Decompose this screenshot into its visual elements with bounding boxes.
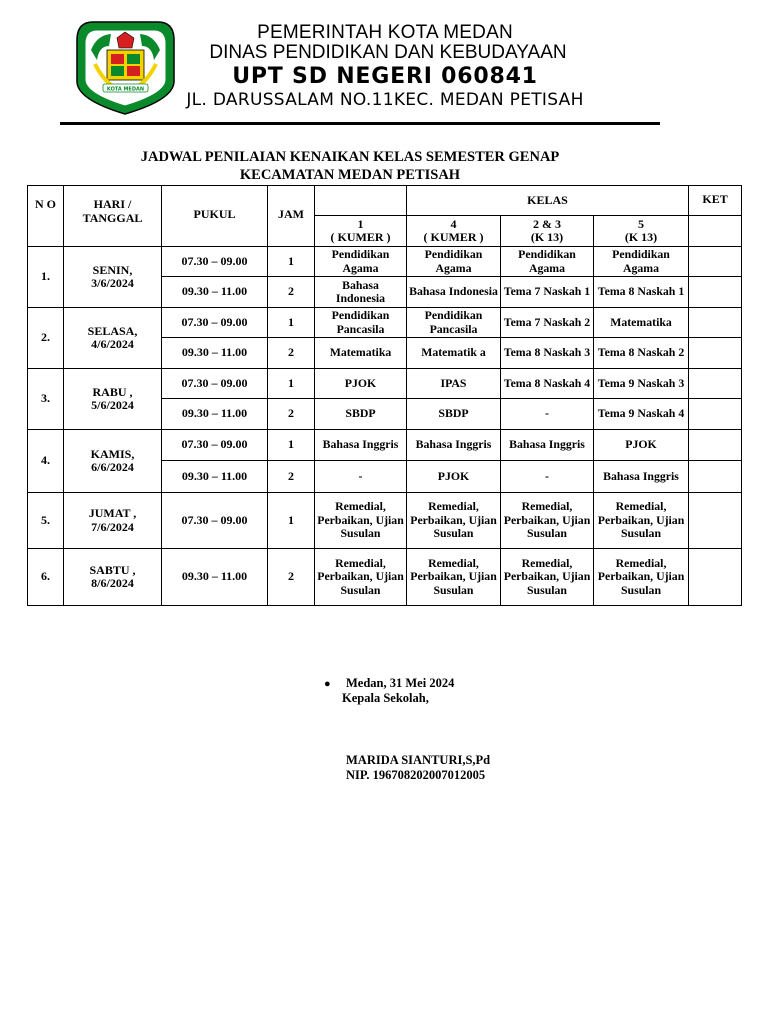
- exam-schedule-table: [27, 185, 742, 606]
- subject-cell: PJOK: [407, 461, 501, 493]
- subject-cell: Bahasa Indonesia: [315, 277, 407, 308]
- subject-cell: Pendidikan Agama: [315, 247, 407, 277]
- subject-cell: IPAS: [407, 369, 501, 399]
- day-name: RABU ,: [92, 384, 133, 399]
- header-class-4: 4 ( KUMER ): [407, 216, 501, 247]
- day-name: SENIN,: [92, 262, 133, 277]
- header-ket: KET: [689, 186, 742, 216]
- jam-cell: 1: [268, 308, 315, 338]
- subject-cell: -: [315, 461, 407, 493]
- jam-cell: 1: [268, 430, 315, 461]
- header-pukul: PUKUL: [162, 186, 268, 247]
- row-number: 4.: [28, 430, 64, 493]
- day-name: JUMAT ,: [88, 506, 137, 520]
- header-no: N O: [28, 186, 64, 247]
- day-name: SELASA,: [87, 323, 138, 338]
- table-row: [28, 369, 742, 399]
- time-cell: 07.30 – 09.00: [162, 493, 268, 549]
- day-date-cell: [64, 549, 162, 606]
- row-number: 2.: [28, 308, 64, 369]
- ket-cell: [689, 369, 742, 399]
- jam-cell: 2: [268, 461, 315, 493]
- subject-cell: Tema 8 Naskah 2: [594, 338, 689, 369]
- subject-cell: -: [501, 399, 594, 430]
- day-name: KAMIS,: [90, 446, 135, 461]
- header-class-2-3: 2 & 3 (K 13): [501, 216, 594, 247]
- subject-cell: Tema 8 Naskah 1: [594, 277, 689, 308]
- time-cell: 09.30 – 11.00: [162, 338, 268, 369]
- subject-cell: Pendidikan Agama: [407, 247, 501, 277]
- time-cell: 07.30 – 09.00: [162, 430, 268, 461]
- kop-government: PEMERINTAH KOTA MEDAN: [257, 22, 513, 43]
- signature-name: MARIDA SIANTURI,S,Pd: [346, 753, 491, 767]
- day-date-cell: [64, 369, 162, 430]
- kop-school-name: UPT SD NEGERI 060841: [232, 64, 538, 89]
- signature-position: Kepala Sekolah,: [342, 691, 429, 705]
- day-date-cell: [64, 247, 162, 308]
- table-row: [28, 247, 742, 277]
- ket-cell: [689, 338, 742, 369]
- jam-cell: 2: [268, 338, 315, 369]
- table-row: [28, 430, 742, 461]
- time-cell: 09.30 – 11.00: [162, 549, 268, 606]
- kop-department: DINAS PENDIDIKAN DAN KEBUDAYAAN: [209, 42, 567, 63]
- ket-cell: [689, 277, 742, 308]
- header-kelas: KELAS: [407, 186, 689, 216]
- ket-cell: [689, 549, 742, 606]
- table-row: [28, 308, 742, 338]
- ket-cell: [689, 493, 742, 549]
- title-line-2: KECAMATAN MEDAN PETISAH: [239, 167, 461, 183]
- subject-cell: Bahasa Inggris: [594, 461, 689, 493]
- ket-cell: [689, 430, 742, 461]
- day-date: 7/6/2024: [91, 519, 134, 534]
- time-cell: 09.30 – 11.00: [162, 277, 268, 308]
- header-class-1: 1 ( KUMER ): [315, 216, 407, 247]
- subject-cell: Tema 9 Naskah 4: [594, 399, 689, 430]
- ket-cell: [689, 247, 742, 277]
- header-class-5: 5 (K 13): [594, 216, 689, 247]
- subject-cell: -: [501, 461, 594, 493]
- header-jam: JAM: [268, 186, 315, 247]
- subject-cell: Bahasa Indonesia: [407, 277, 501, 308]
- day-date-cell: [64, 430, 162, 493]
- bullet-icon: ●: [324, 678, 331, 690]
- subject-cell: Pendidikan Pancasila: [315, 308, 407, 338]
- day-date: 5/6/2024: [91, 398, 134, 412]
- signature-place-date: Medan, 31 Mei 2024: [346, 676, 455, 690]
- subject-cell: Remedial, Perbaikan, Ujian Susulan: [594, 549, 689, 606]
- day-date-cell: [64, 308, 162, 369]
- day-date: 8/6/2024: [91, 576, 134, 590]
- table-row: [28, 549, 742, 606]
- row-number: 3.: [28, 369, 64, 430]
- ket-cell: [689, 399, 742, 430]
- signature-nip: NIP. 196708202007012005: [346, 768, 486, 782]
- subject-cell: Matematika: [315, 338, 407, 369]
- jam-cell: 2: [268, 549, 315, 606]
- subject-cell: Tema 8 Naskah 4: [501, 369, 594, 399]
- subject-cell: Bahasa Inggris: [315, 430, 407, 461]
- subject-cell: Pendidikan Agama: [594, 247, 689, 277]
- ket-cell: [689, 461, 742, 493]
- day-date: 6/6/2024: [91, 460, 134, 474]
- kop-address: JL. DARUSSALAM NO.11KEC. MEDAN PETISAH: [186, 90, 584, 110]
- time-cell: 09.30 – 11.00: [162, 399, 268, 430]
- table-row: [28, 493, 742, 549]
- subject-cell: Matematik a: [407, 338, 501, 369]
- subject-cell: Remedial, Perbaikan, Ujian Susulan: [315, 549, 407, 606]
- header-kelas-blank: [315, 186, 407, 216]
- subject-cell: Tema 8 Naskah 3: [501, 338, 594, 369]
- subject-cell: Bahasa Inggris: [407, 430, 501, 461]
- ket-cell: [689, 308, 742, 338]
- logo-text: KOTA MEDAN: [106, 86, 145, 93]
- day-name: SABTU ,: [89, 562, 136, 577]
- time-cell: 07.30 – 09.00: [162, 369, 268, 399]
- row-number: 1.: [28, 247, 64, 308]
- subject-cell: Remedial, Perbaikan, Ujian Susulan: [501, 493, 594, 549]
- subject-cell: Pendidikan Agama: [501, 247, 594, 277]
- subject-cell: SBDP: [407, 399, 501, 430]
- subject-cell: PJOK: [315, 369, 407, 399]
- subject-cell: Remedial, Perbaikan, Ujian Susulan: [594, 493, 689, 549]
- day-date: 3/6/2024: [91, 276, 134, 290]
- header-hari: HARI / TANGGAL: [64, 186, 162, 247]
- header-row-1: [28, 186, 742, 216]
- subject-cell: PJOK: [594, 430, 689, 461]
- jam-cell: 2: [268, 399, 315, 430]
- document-title: [60, 148, 640, 184]
- table-body: [28, 186, 742, 606]
- subject-cell: Tema 9 Naskah 3: [594, 369, 689, 399]
- subject-cell: Remedial, Perbaikan, Ujian Susulan: [315, 493, 407, 549]
- jam-cell: 2: [268, 277, 315, 308]
- time-cell: 07.30 – 09.00: [162, 247, 268, 277]
- subject-cell: Bahasa Inggris: [501, 430, 594, 461]
- day-date-cell: [64, 493, 162, 549]
- jam-cell: 1: [268, 369, 315, 399]
- row-number: 5.: [28, 493, 64, 549]
- subject-cell: Matematika: [594, 308, 689, 338]
- row-number: 6.: [28, 549, 64, 606]
- kop-divider: [60, 122, 660, 125]
- jam-cell: 1: [268, 493, 315, 549]
- subject-cell: Remedial, Perbaikan, Ujian Susulan: [501, 549, 594, 606]
- header-ket-blank: [689, 216, 742, 247]
- subject-cell: Tema 7 Naskah 1: [501, 277, 594, 308]
- jam-cell: 1: [268, 247, 315, 277]
- title-line-1: JADWAL PENILAIAN KENAIKAN KELAS SEMESTER GENAP: [140, 149, 560, 165]
- subject-cell: Remedial, Perbaikan, Ujian Susulan: [407, 493, 501, 549]
- time-cell: 07.30 – 09.00: [162, 308, 268, 338]
- time-cell: 09.30 – 11.00: [162, 461, 268, 493]
- subject-cell: Tema 7 Naskah 2: [501, 308, 594, 338]
- subject-cell: Pendidikan Pancasila: [407, 308, 501, 338]
- subject-cell: SBDP: [315, 399, 407, 430]
- day-date: 4/6/2024: [91, 337, 134, 351]
- subject-cell: Remedial, Perbaikan, Ujian Susulan: [407, 549, 501, 606]
